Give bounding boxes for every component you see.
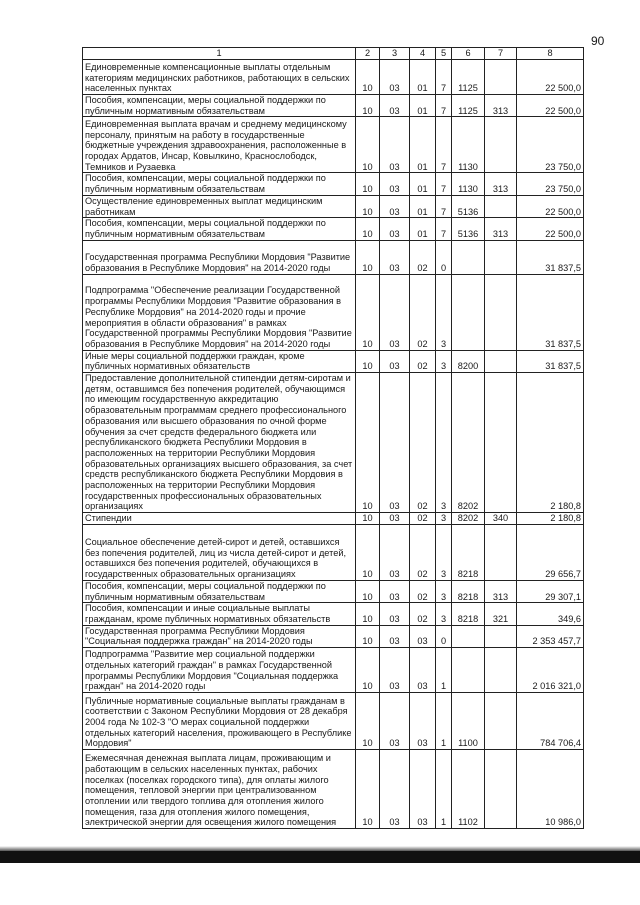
table-row [83, 648, 584, 693]
row-section-code: 10 [356, 580, 380, 602]
row-program-code: 01 [410, 218, 436, 240]
row-program-code: 03 [410, 648, 436, 693]
row-program-code: 02 [410, 580, 436, 602]
row-expense-type-code [485, 240, 517, 274]
row-amount: 22 500,0 [517, 195, 584, 217]
row-description: Пособия, компенсации, меры социальной поддержки по публичным нормативным обязательствам [83, 95, 356, 117]
row-expense-type-code [485, 274, 517, 350]
row-subprogram-code: 7 [436, 173, 452, 195]
row-program-code: 03 [410, 750, 436, 829]
row-direction-code: 1125 [452, 60, 485, 95]
row-subprogram-code: 3 [436, 580, 452, 602]
row-amount: 2 016 321,0 [517, 648, 584, 693]
row-description: Единовременные компенсационные выплаты отдельным категориям медицинских работников, работающих в сельских населенных пунктах [83, 60, 356, 95]
row-subprogram-code: 1 [436, 693, 452, 750]
table-body [83, 48, 584, 829]
row-section-code: 10 [356, 693, 380, 750]
header-cell: 6 [452, 48, 485, 60]
table-row [83, 625, 584, 647]
row-expense-type-code [485, 750, 517, 829]
row-section-code: 10 [356, 195, 380, 217]
row-subsection-code: 03 [380, 195, 410, 217]
row-description: Осуществление единовременных выплат медицинским работникам [83, 195, 356, 217]
row-direction-code: 8202 [452, 373, 485, 513]
row-program-code: 01 [410, 95, 436, 117]
row-subsection-code: 03 [380, 218, 410, 240]
row-direction-code: 5136 [452, 218, 485, 240]
row-description: Пособия, компенсации, меры социальной поддержки по публичным нормативным обязательствам [83, 580, 356, 602]
row-amount: 10 986,0 [517, 750, 584, 829]
row-amount: 23 750,0 [517, 173, 584, 195]
row-subsection-code: 03 [380, 648, 410, 693]
header-cell: 5 [436, 48, 452, 60]
row-description: Иные меры социальной поддержки граждан, кроме публичных нормативных обязательств [83, 350, 356, 372]
table-row [83, 218, 584, 240]
row-expense-type-code: 321 [485, 603, 517, 625]
row-expense-type-code [485, 117, 517, 173]
row-direction-code: 1125 [452, 95, 485, 117]
row-subprogram-code: 3 [436, 524, 452, 580]
row-amount: 22 500,0 [517, 95, 584, 117]
row-subprogram-code: 7 [436, 117, 452, 173]
row-section-code: 10 [356, 750, 380, 829]
row-amount: 2 180,8 [517, 513, 584, 525]
row-direction-code [452, 240, 485, 274]
table-row [83, 373, 584, 513]
row-section-code: 10 [356, 373, 380, 513]
table-row [83, 513, 584, 525]
row-subprogram-code: 3 [436, 274, 452, 350]
row-section-code: 10 [356, 524, 380, 580]
row-section-code: 10 [356, 95, 380, 117]
row-direction-code: 1130 [452, 117, 485, 173]
row-direction-code: 1100 [452, 693, 485, 750]
row-direction-code [452, 648, 485, 693]
row-subprogram-code: 7 [436, 95, 452, 117]
row-subsection-code: 03 [380, 240, 410, 274]
row-program-code: 02 [410, 240, 436, 274]
row-direction-code: 8202 [452, 513, 485, 525]
row-description: Стипендии [83, 513, 356, 525]
row-description: Пособия, компенсации и иные социальные выплаты гражданам, кроме публичных нормативных обязательств [83, 603, 356, 625]
table-row [83, 60, 584, 95]
row-program-code: 01 [410, 173, 436, 195]
header-cell: 8 [517, 48, 584, 60]
row-expense-type-code: 313 [485, 580, 517, 602]
row-subsection-code: 03 [380, 750, 410, 829]
row-subsection-code: 03 [380, 580, 410, 602]
row-direction-code: 1130 [452, 173, 485, 195]
row-program-code: 02 [410, 274, 436, 350]
row-amount: 31 837,5 [517, 350, 584, 372]
row-amount: 2 180,8 [517, 373, 584, 513]
table-row [83, 750, 584, 829]
row-section-code: 10 [356, 173, 380, 195]
table-row [83, 240, 584, 274]
row-expense-type-code: 340 [485, 513, 517, 525]
row-amount: 23 750,0 [517, 117, 584, 173]
row-description: Ежемесячная денежная выплата лицам, проживающим и работающим в сельских населенных пунктах, рабочих поселках (поселках городского типа), для оплаты жилого помещения, тепловой энергии при централизованном отоплении или твердого топлива для отопления жилого помещения, газа для отопления жилого помещения, электрической энергии для освещения жилого помещения [83, 750, 356, 829]
row-subprogram-code: 3 [436, 513, 452, 525]
row-direction-code: 8200 [452, 350, 485, 372]
row-section-code: 10 [356, 350, 380, 372]
row-expense-type-code [485, 693, 517, 750]
row-subprogram-code: 7 [436, 195, 452, 217]
row-program-code: 02 [410, 513, 436, 525]
header-cell: 2 [356, 48, 380, 60]
row-description: Пособия, компенсации, меры социальной поддержки по публичным нормативным обязательствам [83, 218, 356, 240]
row-direction-code: 5136 [452, 195, 485, 217]
row-section-code: 10 [356, 218, 380, 240]
row-subprogram-code: 0 [436, 625, 452, 647]
table-row [83, 603, 584, 625]
table-row [83, 95, 584, 117]
row-subprogram-code: 3 [436, 603, 452, 625]
row-subsection-code: 03 [380, 513, 410, 525]
row-subsection-code: 03 [380, 373, 410, 513]
budget-table [82, 47, 584, 829]
row-description: Пособия, компенсации, меры социальной поддержки по публичным нормативным обязательствам [83, 173, 356, 195]
header-cell: 4 [410, 48, 436, 60]
row-description: Публичные нормативные социальные выплаты гражданам в соответствии с Законом Республики Мордовия от 28 декабря 2004 года № 102-З "О мерах социальной поддержки отдельных категорий населения, проживающего в Республике Мордовия" [83, 693, 356, 750]
row-description: Подпрограмма "Обеспечение реализации Государственной программы Республики Мордовия "Развитие образования в Республике Мордовия" на 2014-2020 годы и прочие мероприятия в области образования" в рамках Государственной программы Республики Мордовия "Развитие образования в Республике Мордовия" на 2014-2020 годы [83, 274, 356, 350]
row-amount: 29 307,1 [517, 580, 584, 602]
row-subsection-code: 03 [380, 350, 410, 372]
row-subsection-code: 03 [380, 603, 410, 625]
table-row [83, 580, 584, 602]
row-program-code: 02 [410, 524, 436, 580]
row-amount: 31 837,5 [517, 240, 584, 274]
row-subprogram-code: 1 [436, 750, 452, 829]
row-amount: 22 500,0 [517, 60, 584, 95]
row-direction-code: 8218 [452, 524, 485, 580]
row-expense-type-code [485, 60, 517, 95]
page-number: 90 [591, 34, 605, 48]
row-description: Социальное обеспечение детей-сирот и детей, оставшихся без попечения родителей, лиц из числа детей-сирот и детей, оставшихся без попечения родителей, обучающихся в государственных образовательных организациях [83, 524, 356, 580]
row-program-code: 03 [410, 693, 436, 750]
row-expense-type-code [485, 350, 517, 372]
row-description: Единовременная выплата врачам и среднему медицинскому персоналу, принятым на работу в государственные бюджетные учреждения здравоохранения, расположенные в городах Ардатов, Инсар, Ковылкино, Краснослободск, Темников и Рузаевка [83, 117, 356, 173]
row-direction-code: 8218 [452, 580, 485, 602]
row-subprogram-code: 7 [436, 218, 452, 240]
row-program-code: 02 [410, 603, 436, 625]
row-expense-type-code [485, 648, 517, 693]
row-expense-type-code: 313 [485, 218, 517, 240]
table-row [83, 274, 584, 350]
row-expense-type-code [485, 524, 517, 580]
row-subsection-code: 03 [380, 95, 410, 117]
row-subprogram-code: 3 [436, 350, 452, 372]
row-program-code: 03 [410, 625, 436, 647]
header-cell: 7 [485, 48, 517, 60]
header-cell: 1 [83, 48, 356, 60]
row-amount: 784 706,4 [517, 693, 584, 750]
row-section-code: 10 [356, 625, 380, 647]
row-section-code: 10 [356, 274, 380, 350]
row-section-code: 10 [356, 117, 380, 173]
row-expense-type-code: 313 [485, 173, 517, 195]
table-row [83, 350, 584, 372]
row-description: Государственная программа Республики Мордовия "Развитие образования в Республике Мордовия" на 2014-2020 годы [83, 240, 356, 274]
row-expense-type-code: 313 [485, 95, 517, 117]
row-direction-code [452, 625, 485, 647]
row-subsection-code: 03 [380, 524, 410, 580]
row-subsection-code: 03 [380, 173, 410, 195]
row-subprogram-code: 7 [436, 60, 452, 95]
row-subsection-code: 03 [380, 625, 410, 647]
row-description: Подпрограмма "Развитие мер социальной поддержки отдельных категорий граждан" в рамках Государственной программы Республики Мордовия "Социальная поддержка граждан" на 2014-2020 годы [83, 648, 356, 693]
table-row [83, 693, 584, 750]
table-row [83, 117, 584, 173]
row-section-code: 10 [356, 603, 380, 625]
row-program-code: 01 [410, 117, 436, 173]
row-expense-type-code [485, 195, 517, 217]
row-section-code: 10 [356, 60, 380, 95]
row-amount: 22 500,0 [517, 218, 584, 240]
row-program-code: 01 [410, 195, 436, 217]
row-section-code: 10 [356, 648, 380, 693]
row-program-code: 02 [410, 350, 436, 372]
row-description: Предоставление дополнительной стипендии детям-сиротам и детям, оставшимся без попечения родителей, обучающимся по имеющим государственную аккредитацию образовательным программам среднего профессионального образования или высшего образования по очной форме обучения за счет средств федерального бюджета или республиканского бюджета Республики Мордовия в расположенных на территории Республики Мордовия образовательных организациях высшего образования, за счет средств республиканского бюджета Республики Мордовия в расположенных на территории Республики Мордовия государственных профессиональных образовательных организациях [83, 373, 356, 513]
row-direction-code [452, 274, 485, 350]
header-cell: 3 [380, 48, 410, 60]
row-program-code: 01 [410, 60, 436, 95]
row-subprogram-code: 3 [436, 373, 452, 513]
row-section-code: 10 [356, 513, 380, 525]
row-amount: 349,6 [517, 603, 584, 625]
row-section-code: 10 [356, 240, 380, 274]
row-subsection-code: 03 [380, 60, 410, 95]
row-subsection-code: 03 [380, 274, 410, 350]
table-row [83, 195, 584, 217]
row-subprogram-code: 1 [436, 648, 452, 693]
row-amount: 31 837,5 [517, 274, 584, 350]
row-amount: 29 656,7 [517, 524, 584, 580]
row-expense-type-code [485, 373, 517, 513]
row-subsection-code: 03 [380, 693, 410, 750]
scan-edge-band [0, 851, 640, 863]
row-amount: 2 353 457,7 [517, 625, 584, 647]
row-direction-code: 1102 [452, 750, 485, 829]
table-row [83, 524, 584, 580]
row-subprogram-code: 0 [436, 240, 452, 274]
row-program-code: 02 [410, 373, 436, 513]
row-expense-type-code [485, 625, 517, 647]
row-direction-code: 8218 [452, 603, 485, 625]
row-description: Государственная программа Республики Мордовия "Социальная поддержка граждан" на 2014-2020 годы [83, 625, 356, 647]
row-subsection-code: 03 [380, 117, 410, 173]
table-row [83, 173, 584, 195]
table-header-row [83, 48, 584, 60]
